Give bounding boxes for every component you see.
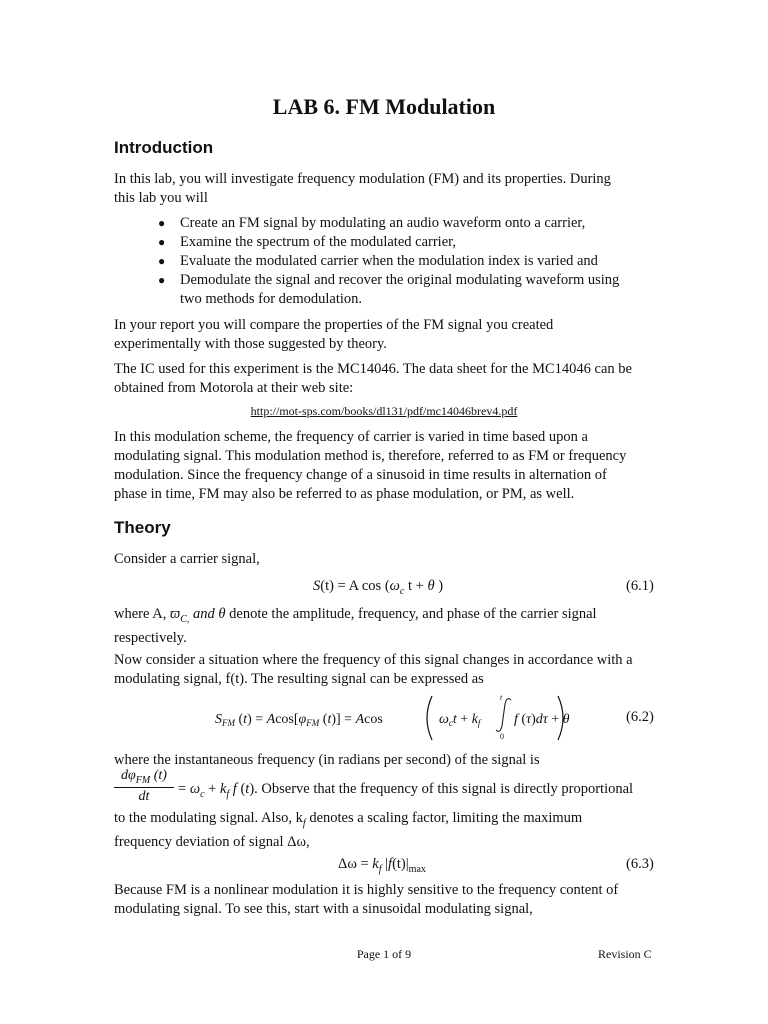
revision-label: Revision C — [598, 947, 652, 961]
bullet-icon: ● — [158, 216, 166, 230]
equation-number: (6.2) — [626, 709, 654, 725]
bullet-icon: ● — [158, 235, 166, 249]
equation-6-1: S(t) = A $\cos (\omega_c$ t + θ ) — [313, 578, 444, 597]
list-item: ● Create an FM signal by modulating an audio waveform onto a carrier, — [158, 215, 586, 231]
list-item: ● Demodulate the signal and recover the original modulating waveform using two methods for demodulation. — [158, 272, 620, 307]
bullet-icon: ● — [158, 273, 166, 287]
equation-number: (6.3) — [626, 856, 654, 872]
svg-text:0: 0 — [500, 732, 504, 741]
equation-6-2-graphic — [215, 690, 575, 746]
theory-paragraph-1: Consider a carrier signal, — [114, 551, 260, 567]
theory-paragraph-4-line-2: = $\omega_c + k_f$ f (t). Observe that the frequency of this signal is directly proportional — [178, 781, 634, 800]
list-item: ● Evaluate the modulated carrier when the modulation index is varied and — [158, 253, 598, 269]
theory-paragraph-4-rest: to the modulating signal. Also, $k_f$ denotes a scaling factor, limiting the maximum frequency deviation of signal Δω, — [114, 810, 583, 850]
intro-paragraph-3: The IC used for this experiment is the MC14046. The data sheet for the MC14046 can be obtained from Motorola at their web site: — [114, 361, 632, 396]
svg-text:t: t — [500, 693, 503, 702]
derivative-fraction: $d\varphi_{FM}$ (t) dt — [114, 768, 174, 805]
svg-text:f (τ)dτ + θ: f (τ)dτ + θ — [514, 712, 570, 727]
svg-text:SFM (t) = Acos[φFM (t)] = Acos: $S_{FM}$ $(t) = Acos[\varphi_{FM}$ (t)] = Acos — [215, 712, 383, 728]
introduction-heading: Introduction — [114, 138, 214, 157]
page-number: Page 1 of 9 — [356, 947, 412, 961]
datasheet-link[interactable]: http://mot-sps.com/books/dl131/pdf/mc14046brev4.pdf — [250, 404, 518, 418]
intro-paragraph-2: In your report you will compare the properties of the FM signal you created experimentally with those suggested by theory. — [114, 317, 554, 352]
bullet-icon: ● — [158, 254, 166, 268]
theory-paragraph-3: Now consider a situation where the frequency of this signal changes in accordance with a modulating signal, f(t). The resulting signal can be expressed as — [114, 652, 633, 687]
task-list — [156, 214, 656, 309]
equation-6-3: $\Delta\omega = k_f$ $|f(t)|_{max}$ — [338, 856, 426, 875]
theory-heading: Theory — [114, 518, 171, 537]
theory-paragraph-2: where A, $ϖ_{C,}$ and θ denote the amplitude, frequency, and phase of the carrier signal respectively. — [114, 606, 597, 646]
equation-number: (6.1) — [626, 578, 654, 594]
theory-paragraph-4-line-1: where the instantaneous frequency (in radians per second) of the signal is — [114, 752, 540, 768]
intro-paragraph-1 — [114, 170, 659, 208]
page-title: LAB 6. FM Modulation — [272, 94, 496, 119]
text-line: this lab you will — [114, 190, 208, 206]
text-line: In this lab, you will investigate frequency modulation (FM) and its properties. During — [114, 171, 611, 187]
intro-paragraph-4: In this modulation scheme, the frequency of carrier is varied in time based upon a modulating signal. This modulation method is, therefore, referred to as FM or frequency modulation. Since the frequency change of a sinusoid in time results in alternation of phase in time, FM may also be referred to as phase modulation, or PM, as well. — [114, 429, 627, 502]
theory-paragraph-5: Because FM is a nonlinear modulation it is highly sensitive to the frequency content of modulating signal. To see this, start with a sinusoidal modulating signal, — [114, 882, 619, 917]
svg-text:ωct + kf: $\omega_ct + k_f$ — [439, 712, 481, 728]
list-item: ● Examine the spectrum of the modulated carrier, — [158, 234, 457, 250]
